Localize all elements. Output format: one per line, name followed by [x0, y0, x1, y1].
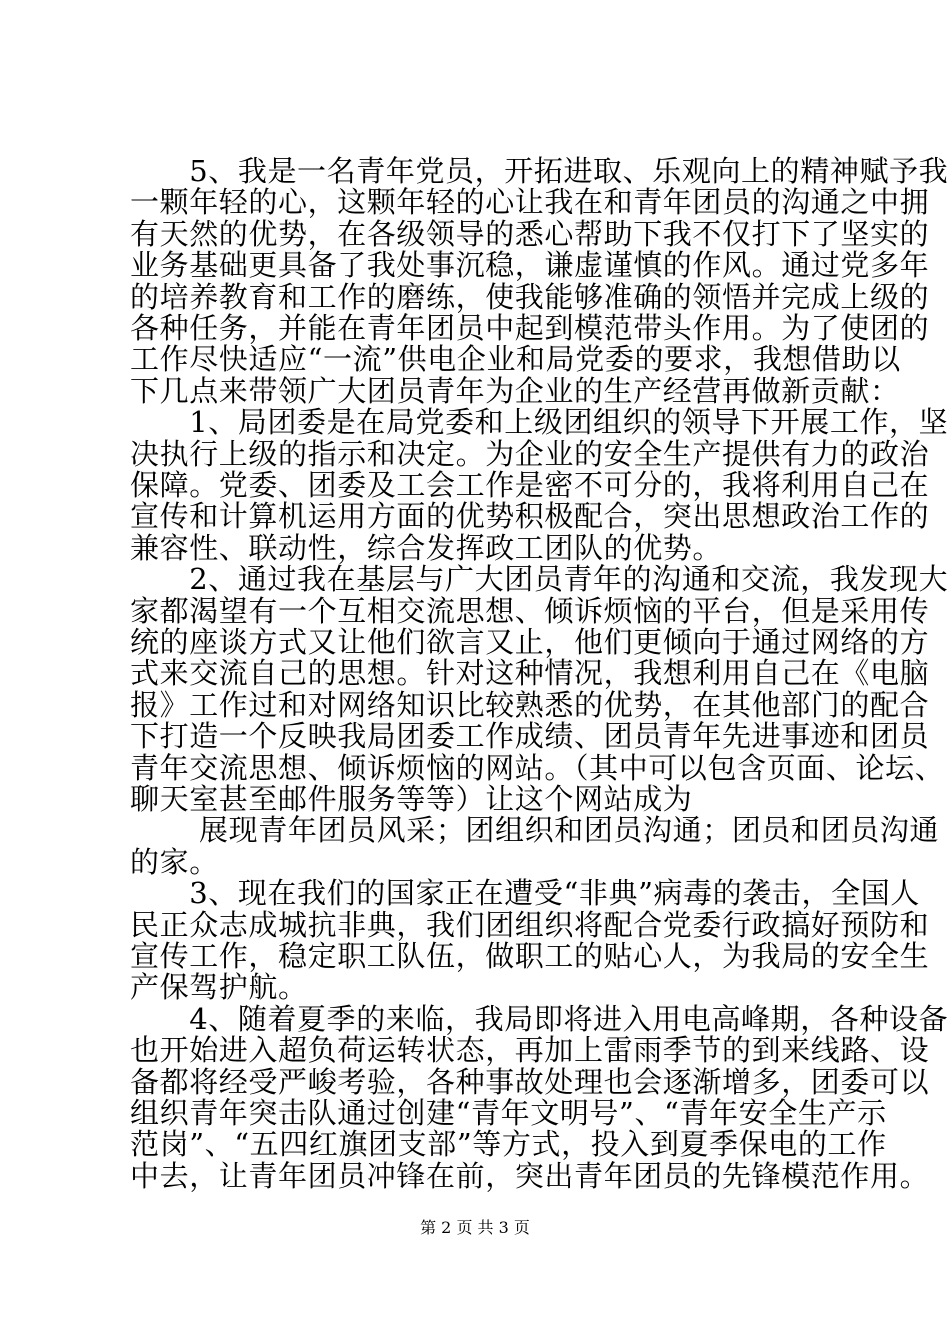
body-text-line: 备都将经受严峻考验，各种事故处理也会逐渐增多，团委可以 — [130, 1064, 930, 1099]
body-text-line: 民正众志成城抗非典，我们团组织将配合党委行政搞好预防和 — [130, 907, 930, 942]
body-text-line: 家都渴望有一个互相交流思想、倾诉烦恼的平台，但是采用传 — [130, 593, 930, 628]
body-text-line: 产保驾护航。 — [130, 970, 308, 1005]
body-text-line: 组织青年突击队通过创建“青年文明号”、“青年安全生产示 — [130, 1096, 887, 1130]
page-number-footer: 第 2 页 共 3 页 — [420, 1218, 530, 1237]
body-text-line: 4、随着夏季的来临，我局即将进入用电高峰期，各种设备 — [130, 1001, 949, 1036]
body-text-line: 中去，让青年团员冲锋在前，突出青年团员的先锋模范作用。 — [130, 1158, 930, 1193]
body-text-line: 1、局团委是在局党委和上级团组织的领导下开展工作，坚 — [130, 405, 949, 440]
body-text-line: 范岗”、“五四红旗团支部”等方式，投入到夏季保电的工作 — [130, 1127, 887, 1162]
body-text-line: 3、现在我们的国家正在遭受“非典”病毒的袭击，全国人 — [130, 876, 920, 911]
body-text-line: 式来交流自己的思想。针对这种情况，我想利用自己在《电脑 — [130, 656, 930, 691]
body-text-line: 有天然的优势，在各级领导的悉心帮助下我不仅打下了坚实的 — [130, 216, 930, 251]
body-text-line: 保障。党委、团委及工会工作是密不可分的，我将利用自己在 — [130, 468, 930, 502]
body-text-line: 也开始进入超负荷运转状态，再加上雷雨季节的到来线路、设 — [130, 1033, 930, 1068]
body-text-line: 的培养教育和工作的磨练，使我能够准确的领悟并完成上级的 — [130, 279, 930, 314]
body-text-line: 2、通过我在基层与广大团员青年的沟通和交流，我发现大 — [130, 562, 949, 597]
body-text-line: 报》工作过和对网络知识比较熟悉的优势，在其他部门的配合 — [130, 687, 930, 722]
body-text-line: 工作尽快适应“一流”供电企业和局党委的要求，我想借助以 — [130, 342, 901, 377]
body-text-line: 的家。 — [130, 844, 219, 879]
body-text-line: 各种任务，并能在青年团员中起到模范带头作用。为了使团的 — [130, 311, 930, 345]
body-text-line: 宣传工作，稳定职工队伍，做职工的贴心人，为我局的安全生 — [130, 939, 930, 973]
body-text-line: 业务基础更具备了我处事沉稳，谦虚谨慎的作风。通过党多年 — [130, 248, 930, 283]
body-text-line: 下几点来带领广大团员青年为企业的生产经营再做新贡献： — [130, 373, 900, 408]
body-text-line: 青年交流思想、倾诉烦恼的网站。（其中可以包含页面、论坛、 — [130, 750, 945, 785]
body-text-line: 展现青年团员风采；团组织和团员沟通；团员和团员沟通 — [130, 813, 940, 848]
body-text-line: 统的座谈方式又让他们欲言又止，他们更倾向于通过网络的方 — [130, 625, 930, 659]
body-text-line: 宣传和计算机运用方面的优势积极配合，突出思想政治工作的 — [130, 499, 930, 534]
body-text-line: 下打造一个反映我局团委工作成绩、团员青年先进事迹和团员 — [130, 719, 930, 754]
body-text-line: 一颗年轻的心，这颗年轻的心让我在和青年团员的沟通之中拥 — [130, 185, 930, 220]
body-text-line: 兼容性、联动性，综合发挥政工团队的优势。 — [130, 530, 723, 565]
body-text-line: 5、我是一名青年党员，开拓进取、乐观向上的精神赋予我 — [130, 154, 949, 188]
body-text-line: 决执行上级的指示和决定。为企业的安全生产提供有力的政治 — [130, 436, 930, 471]
body-text-line: 聊天室甚至邮件服务等等）让这个网站成为 — [130, 782, 693, 816]
